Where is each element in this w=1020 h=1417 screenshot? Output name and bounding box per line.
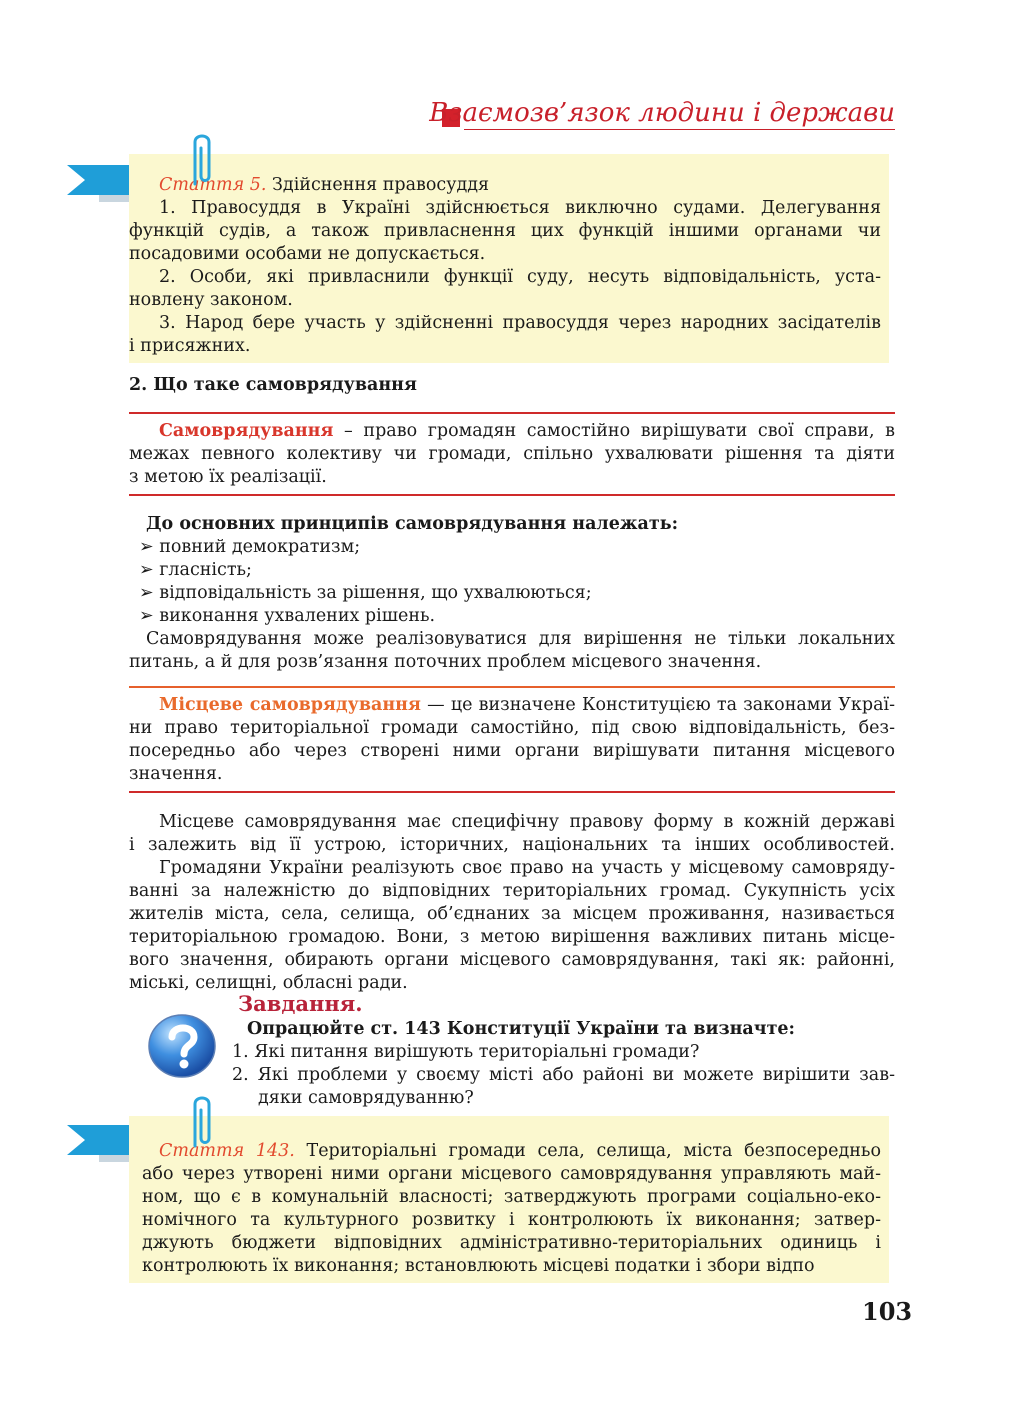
divider [129,412,895,414]
definition-1-text: – право громадян самостійно вирішувати свої справи, в [333,421,895,441]
article-5-line: посадовими особами не допускається. [129,244,486,264]
article-5-line: 2. Особи, які привласнили функції суду, несуть відповідальність, уста- [159,267,881,287]
list-item: ➢ гласність; [139,560,252,580]
list-item: ➢ повний демократизм; [139,537,361,557]
paperclip-icon [185,130,219,190]
article-5-line: новлену законом. [129,290,293,310]
header-title: Взаємозв’язок людини і держави [429,98,895,128]
divider [129,494,895,496]
task-question: 1. Які питання вирішують територіальні громади? [232,1042,700,1062]
arrow-bullet-icon: ➢ [139,606,160,626]
article-143-line: контролюють їх виконання; встановлюють місцеві податки і збори відпо [142,1256,815,1276]
divider [129,686,895,688]
article-tab-marker [67,165,129,195]
article-143-line: ном, що є в комунальній власності; затверджують програми соціально-еко- [142,1187,881,1207]
body-line: і залежить від її устрою, історичних, національних та інших особливостей. [129,835,895,855]
definition-2-first-line [129,694,895,717]
article-5-label: Стаття 5. [159,175,267,195]
article-143-text: Територіальні громади села, селища, міста безпосередньо [294,1141,881,1161]
article-143-line: номічного та культурного розвитку і контролюють їх виконання; затвер- [142,1210,881,1230]
list-item: ➢ виконання ухвалених рішень. [139,606,436,626]
paperclip-icon [185,1092,219,1152]
definition-2-line: значення. [129,764,223,784]
article-5-line: 1. Правосуддя в Україні здійснюється виключно судами. Делегування [159,198,881,218]
article-143-line: джують бюджети відповідних адміністративно-територіальних одиниць і [142,1233,881,1253]
section-heading: 2. Що таке самоврядування [129,375,417,395]
article-5-line: 3. Народ бере участь у здійсненні правосуддя через народних засідателів [159,313,881,333]
article-143-line: або через утворені ними органи місцевого самоврядування управляють май- [142,1164,881,1184]
article-tab-marker [67,1125,129,1155]
body-line: Місцеве самоврядування має специфічну правову форму в кожній державі [159,812,895,832]
question-icon [148,1011,216,1079]
definition-2-line: ни право територіальної громади самостійно, під свою відповідальність, без- [129,718,895,738]
body-line: ванні за належністю до відповідних територіальних громад. Сукупність усіх [129,881,895,901]
definition-2-term: Місцеве самоврядування [159,695,421,715]
article-143-first-line [159,1140,881,1163]
article-5-title: Здійснення правосуддя [266,175,490,195]
arrow-bullet-icon: ➢ [139,583,160,603]
article-5-line: і присяжних. [129,336,251,356]
body-line: Громадяни України реалізують своє право на участь у місцевому самовряду- [159,858,895,878]
task-title: Завдання. [238,991,363,1016]
definition-1-term: Самоврядування [159,421,334,441]
definition-1-line: межах певного колективу чи громади, спільно ухвалювати рішення та діяти [129,444,895,464]
arrow-bullet-icon: ➢ [139,537,160,557]
list-item: ➢ відповідальність за рішення, що ухвалюються; [139,583,592,603]
task-question: дяки самоврядуванню? [258,1088,474,1108]
principles-heading: До основних принципів самоврядування належать: [146,514,679,534]
arrow-bullet-icon: ➢ [139,560,160,580]
page-number: 103 [862,1297,913,1326]
paragraph-line: Самоврядування може реалізовуватися для вирішення не тільки локальних [146,629,895,649]
article-5-line: функцій судів, а також привласнення цих функцій іншими органами чи [129,221,881,241]
definition-1-first-line [129,420,895,443]
body-line: жителів міста, села, селища, об’єднаних за місцем проживання, називається [129,904,895,924]
paragraph-line: питань, а й для розв’язання поточних проблем місцевого значення. [129,652,762,672]
article-5-heading [159,174,881,197]
task-instruction: Опрацюйте ст. 143 Конституції України та визначте: [247,1019,796,1039]
article-5-box [129,154,889,363]
body-line: міські, селищні, обласні ради. [129,973,408,993]
article-143-label: Стаття 143. [159,1141,295,1161]
definition-2-line: посередньо або через створені ними органи вирішувати питання місцевого [129,741,895,761]
article-143-box [129,1116,889,1283]
divider [129,791,895,793]
header-underline [464,129,895,130]
definition-2-text: — це визначене Конституцією та законами Украї- [420,695,896,715]
body-line: вого значення, обирають органи місцевого самоврядування, такі як: районні, [129,950,895,970]
task-question: 2. Які проблеми у своєму місті або районі ви можете вирішити зав- [232,1065,895,1085]
body-line: територіальною громадою. Вони, з метою вирішення важливих питань місце- [129,927,895,947]
definition-1-line: з метою їх реалізації. [129,467,327,487]
section-header [429,96,895,136]
